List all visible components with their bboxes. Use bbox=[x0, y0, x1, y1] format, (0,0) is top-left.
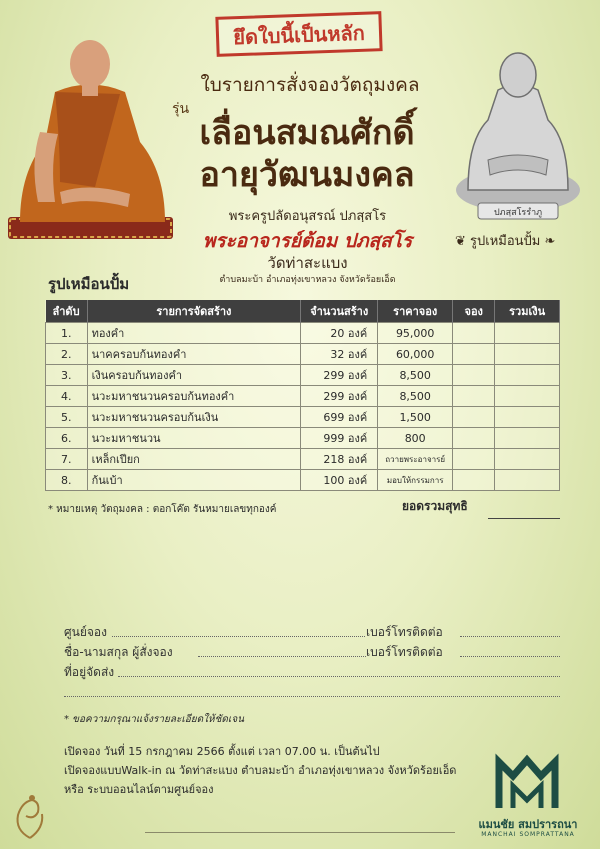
col-no: ลำดับ bbox=[46, 300, 88, 323]
open-info bbox=[64, 742, 456, 799]
main-title bbox=[172, 112, 442, 196]
table-row bbox=[46, 407, 560, 428]
table-header-row bbox=[46, 300, 560, 323]
brand-name: แมนชัย สมปรารถนา bbox=[478, 818, 578, 831]
row-total-field[interactable] bbox=[495, 470, 560, 491]
address-field-2[interactable] bbox=[64, 696, 560, 697]
monk-subtitle: พระครูปลัดอนุสรณ์ ปภสฺสโร bbox=[228, 209, 387, 224]
row-price: 95,000 bbox=[378, 323, 453, 344]
row-number: 3. bbox=[46, 365, 88, 386]
row-item: นวะมหาชนวนครอบก้นเงิน bbox=[87, 407, 301, 428]
row-item: ทองคำ bbox=[87, 323, 301, 344]
row-number: 8. bbox=[46, 470, 88, 491]
phone1-label: เบอร์โทรติดต่อ bbox=[366, 625, 443, 639]
row-quantity: 299 องค์ bbox=[301, 386, 378, 407]
row-number: 2. bbox=[46, 344, 88, 365]
series-tag: รุ่น bbox=[172, 101, 190, 117]
row-total-field[interactable] bbox=[495, 407, 560, 428]
name-label: ชื่อ-นามสกุล ผู้สั่งจอง bbox=[64, 645, 173, 659]
row-quantity: 218 องค์ bbox=[301, 449, 378, 470]
row-item: นวะมหาชนวน bbox=[87, 428, 301, 449]
caption-ornament-left-icon: ❦ bbox=[455, 234, 471, 249]
row-item: เงินครอบก้นทองคำ bbox=[87, 365, 301, 386]
monk-photo bbox=[0, 22, 180, 244]
table-row bbox=[46, 323, 560, 344]
col-qty: จำนวนสร้าง bbox=[301, 300, 378, 323]
statue-caption-text: รูปเหมือนปั้ม bbox=[470, 234, 541, 249]
address-field[interactable] bbox=[118, 676, 560, 677]
open-info-line-2: เปิดจองแบบWalk-in ณ วัดท่าสะแบง ตำบลมะบ้า อำเภอทุ่งเขาหลวง จังหวัดร้อยเอ็ด bbox=[64, 764, 457, 777]
statue-caption bbox=[455, 230, 555, 251]
row-price: ถวายพระอาจารย์ bbox=[378, 449, 453, 470]
brand-name-en: MANCHAI SOMPRATTANA bbox=[481, 831, 575, 838]
row-quantity: 299 องค์ bbox=[301, 365, 378, 386]
row-price: 1,500 bbox=[378, 407, 453, 428]
note-serial: * หมายเหตุ วัตถุมงคล : ตอกโค๊ต รันหมายเลขทุกองค์ bbox=[48, 504, 277, 515]
row-price: 8,500 bbox=[378, 365, 453, 386]
row-price: 800 bbox=[378, 428, 453, 449]
col-item: รายการจัดสร้าง bbox=[87, 300, 301, 323]
order-title: ใบรายการสั่งจองวัตถุมงคล bbox=[200, 74, 420, 96]
row-quantity: 20 องค์ bbox=[301, 323, 378, 344]
row-total-field[interactable] bbox=[495, 323, 560, 344]
row-booking-field[interactable] bbox=[453, 407, 495, 428]
temple-address: ตำบลมะบ้า อำเภอทุ่งเขาหลวง จังหวัดร้อยเอ็ด bbox=[219, 275, 396, 285]
table-row bbox=[46, 386, 560, 407]
row-number: 1. bbox=[46, 323, 88, 344]
row-booking-field[interactable] bbox=[453, 428, 495, 449]
row-total-field[interactable] bbox=[495, 449, 560, 470]
row-total-field[interactable] bbox=[495, 365, 560, 386]
table-row bbox=[46, 428, 560, 449]
order-table bbox=[45, 300, 560, 491]
row-item: ก้นเบ้า bbox=[87, 470, 301, 491]
row-quantity: 699 องค์ bbox=[301, 407, 378, 428]
grand-total-field[interactable] bbox=[488, 518, 560, 519]
open-info-line-3: หรือ ระบบออนไลน์ตามศูนย์จอง bbox=[64, 783, 214, 796]
statue-image bbox=[448, 40, 588, 225]
row-quantity: 32 องค์ bbox=[301, 344, 378, 365]
phone2-field[interactable] bbox=[460, 656, 560, 657]
row-booking-field[interactable] bbox=[453, 449, 495, 470]
phone1-field[interactable] bbox=[460, 636, 560, 637]
table-row bbox=[46, 449, 560, 470]
grand-total-label: ยอดรวมสุทธิ bbox=[402, 499, 468, 513]
table-row bbox=[46, 470, 560, 491]
caption-ornament-right-icon: ❧ bbox=[540, 234, 556, 249]
title-line-2: อายุวัฒนมงคล bbox=[199, 155, 415, 195]
row-booking-field[interactable] bbox=[453, 365, 495, 386]
row-booking-field[interactable] bbox=[453, 323, 495, 344]
col-price: ราคาจอง bbox=[378, 300, 453, 323]
statue-plaque-text: ปภสฺสโรรำภู bbox=[493, 208, 543, 218]
row-price: มอบให้กรรมการ bbox=[378, 470, 453, 491]
ornament-icon bbox=[10, 790, 50, 840]
col-book: จอง bbox=[453, 300, 495, 323]
note-details: * ขอความกรุณาแจ้งรายละเอียดให้ชัดเจน bbox=[64, 714, 245, 725]
row-item: นาคครอบก้นทองคำ bbox=[87, 344, 301, 365]
row-number: 7. bbox=[46, 449, 88, 470]
row-total-field[interactable] bbox=[495, 428, 560, 449]
title-line-1: เลื่อนสมณศักดิ์ bbox=[199, 113, 415, 153]
row-price: 8,500 bbox=[378, 386, 453, 407]
row-quantity: 100 องค์ bbox=[301, 470, 378, 491]
row-booking-field[interactable] bbox=[453, 470, 495, 491]
row-item: นวะมหาชนวนครอบก้นทองคำ bbox=[87, 386, 301, 407]
col-total: รวมเงิน bbox=[495, 300, 560, 323]
temple-name: วัดท่าสะแบง bbox=[267, 254, 348, 272]
row-number: 6. bbox=[46, 428, 88, 449]
monk-name: พระอาจารย์ต้อม ปภสฺสโร bbox=[202, 230, 413, 252]
phone2-label: เบอร์โทรติดต่อ bbox=[366, 645, 443, 659]
row-quantity: 999 องค์ bbox=[301, 428, 378, 449]
row-total-field[interactable] bbox=[495, 386, 560, 407]
address-label: ที่อยู่จัดส่ง bbox=[64, 665, 115, 679]
booking-center-label: ศูนย์จอง bbox=[64, 625, 107, 639]
row-number: 4. bbox=[46, 386, 88, 407]
open-info-line-1: เปิดจอง วันที่ 15 กรกฎาคม 2566 ตั้งแต่ เวลา 07.00 น. เป็นต้นไป bbox=[64, 745, 380, 758]
row-booking-field[interactable] bbox=[453, 386, 495, 407]
bottom-divider bbox=[145, 832, 455, 833]
row-booking-field[interactable] bbox=[453, 344, 495, 365]
row-total-field[interactable] bbox=[495, 344, 560, 365]
row-item: เหล็กเปียก bbox=[87, 449, 301, 470]
row-price: 60,000 bbox=[378, 344, 453, 365]
name-field[interactable] bbox=[198, 656, 366, 657]
brand-logo-icon bbox=[495, 752, 559, 812]
row-number: 5. bbox=[46, 407, 88, 428]
booking-center-field[interactable] bbox=[112, 636, 365, 637]
table-row bbox=[46, 365, 560, 386]
section-label: รูปเหมือนปั้ม bbox=[48, 275, 130, 293]
table-row bbox=[46, 344, 560, 365]
stamp-label: ยึดใบนี้เป็นหลัก bbox=[215, 11, 382, 57]
